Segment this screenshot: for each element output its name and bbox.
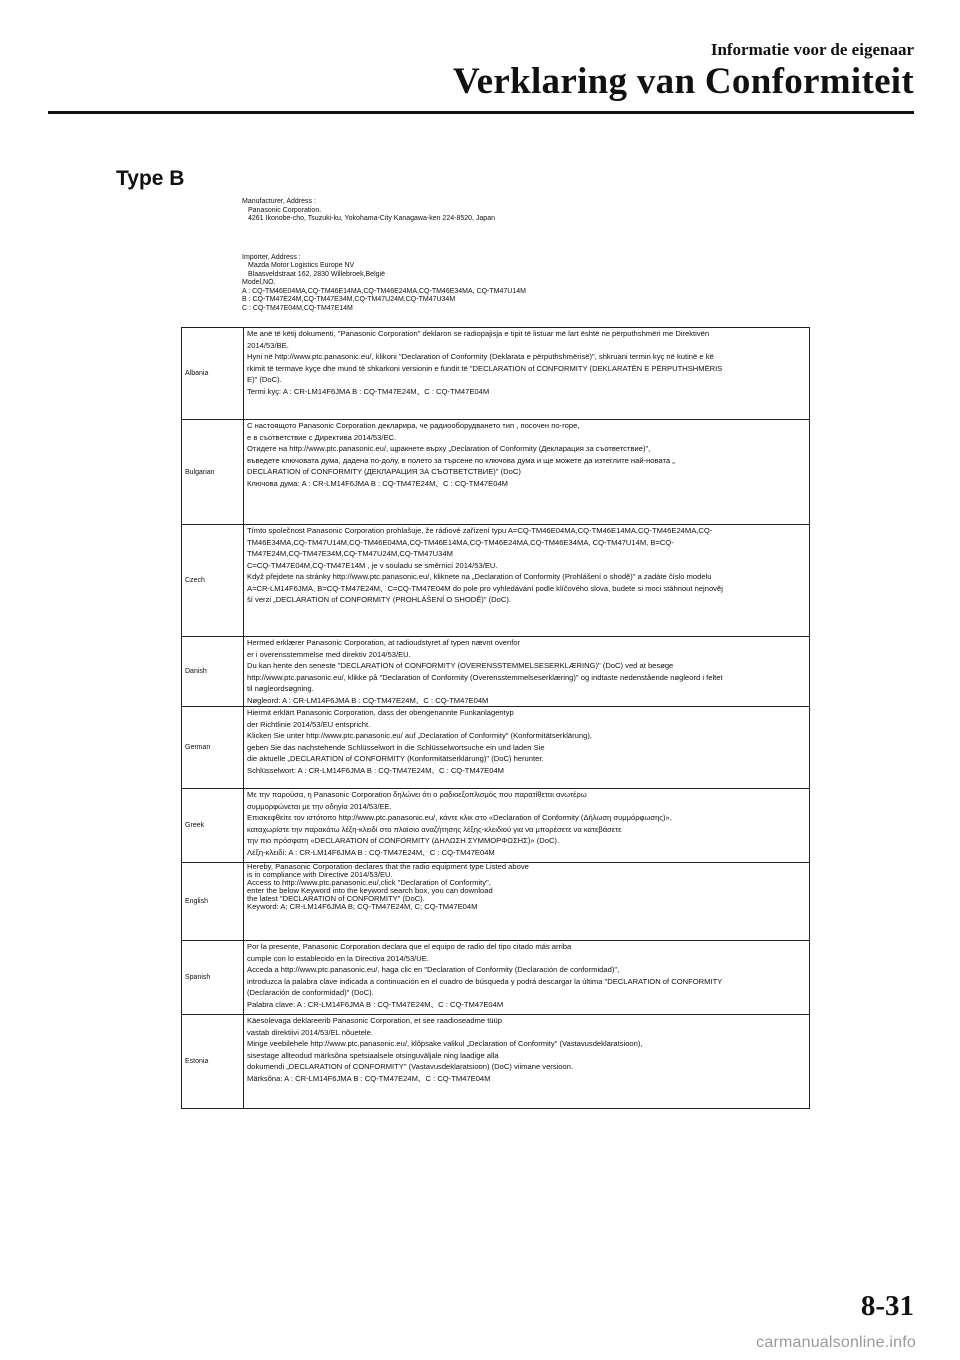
- declaration-table: [181, 327, 810, 1109]
- declaration-line: Käesolevaga deklareerib Panasonic Corporation, et see raadioseadme tüüp: [247, 1016, 502, 1025]
- declaration-text-cell: [244, 420, 810, 525]
- declaration-line: Hiermit erklärt Panasonic Corporation, dass der obengenannte Funkanlagentyp: [247, 708, 514, 717]
- declaration-line: е в съответствие с Директива 2014/53/ЕС.: [247, 432, 397, 442]
- table-row: [182, 525, 810, 637]
- declaration-line: http://www.ptc.panasonic.eu/, klikke på "Declaration of Conformity (Overensstemmelseserklæring)" og indtaste nedenstående nøgleord i feltet: [247, 672, 723, 682]
- language-cell: Bulgarian: [182, 420, 244, 525]
- declaration-line: Termi kyç: A : CR-LM14F6JMA B : CQ-TM47E24M、C : CQ-TM47E04M: [247, 386, 490, 396]
- header-divider: [48, 111, 914, 114]
- model-label: Model,NO.: [242, 279, 276, 286]
- manufacturer-label: Manufacturer, Address :: [242, 198, 316, 205]
- declaration-line: Access to http://www.ptc.panasonic.eu/,click "Declaration of Conformity",: [247, 879, 491, 887]
- declaration-line: την πιο πρόσφατη «DECLARATION of CONFORMITY (ΔΗΛΩΣΗ ΣΥΜΜΟΡΦΩΣΗΣ)» (DoC).: [247, 836, 560, 845]
- declaration-line: Me anë të këtij dokumenti, "Panasonic Corporation" deklaron se radiopajisja e tipit të listuar më lart është ne përputhshmëri me Direktivën: [247, 329, 710, 338]
- language-cell: Spanish: [182, 941, 244, 1015]
- declaration-line: introduzca la palabra clave indicada a continuación en el cuadro de búsqueda y podrá descargar la última "DECLARATION of CONFORMITY: [247, 976, 723, 986]
- declaration-line: sisestage allteodud märksõna spetsiaalsele otsinguväljale ning laadige alla: [247, 1050, 499, 1060]
- declaration-line: Acceda a http://www.ptc.panasonic.eu/, haga clic en "Declaration of Conformity (Declaración de conformidad)",: [247, 965, 620, 974]
- table-row: [182, 1015, 810, 1109]
- declaration-line: E)" (DoC).: [247, 375, 282, 384]
- language-cell: Danish: [182, 637, 244, 707]
- declaration-line: rkimit të termave kyçe dhe mund të shkarkoni versionin e fundit të "DECLARATION of CONFORMITY (DEKLARATËN E PËRPUTHSHMËRIS: [247, 363, 723, 373]
- declaration-line: въведете ключовата дума, дадена по-долу, в полето за търсене по ключова дума и ще можете да изтеглите най-новата „: [247, 455, 675, 465]
- declaration-text-cell: [244, 707, 810, 789]
- declaration-text-cell: [244, 328, 810, 420]
- declaration-line: cumple con lo establecido en la Directiva 2014/53/UE.: [247, 953, 429, 963]
- table-row: [182, 941, 810, 1015]
- table-row: [182, 863, 810, 941]
- declaration-line: enter the below Keyword into the keyword search box, you can download: [247, 887, 493, 895]
- declaration-text-cell: [244, 941, 810, 1015]
- declaration-text-cell: [244, 789, 810, 863]
- importer-address: Blaasveldstraat 162, 2830 Willebroek,België: [248, 270, 385, 278]
- declaration-line: Por la presente, Panasonic Corporation declara que el equipo de radio del tipo citado más arriba: [247, 942, 572, 951]
- declaration-line: Με την παρούσα, η Panasonic Corporation δηλώνει ότι ο ραδιοεξοπλισμός που παρατίθεται ανωτέρω: [247, 790, 587, 799]
- declaration-line: Hermed erklærer Panasonic Corporation, at radioudstyret af typen nævnt ovenfor: [247, 638, 521, 647]
- watermark: carmanualsonline.info: [756, 1334, 916, 1351]
- declaration-line: συμμορφώνεται με την οδηγία 2014/53/ΕΕ.: [247, 801, 392, 811]
- declaration-line: Minge veebilehele http://www.ptc.panasonic.eu/, klõpsake valikul „Declaration of Conformity" (Vastavusdeklaratsioon),: [247, 1039, 643, 1048]
- page-number: 8-31: [860, 1290, 914, 1322]
- table-row: [182, 420, 810, 525]
- declaration-line: καταχωρίστε την παρακάτω λέξη-κλειδί στο πλαίσιο αναζήτησης λέξης-κλειδιού για να μπορέσετε να κατεβάσετε: [247, 824, 622, 834]
- language-cell: Greek: [182, 789, 244, 863]
- importer-label: Importer, Address :: [242, 253, 301, 261]
- declaration-line: Отидете на http://www.ptc.panasonic.eu/, щракнете върху „Declaration of Conformity (Декларация за съответствие)",: [247, 444, 651, 453]
- model-a: A : CQ-TM46E04MA,CQ-TM46E14MA,CQ-TM46E24MA,CQ-TM46E34MA, CQ-TM47U14M: [242, 287, 526, 295]
- declaration-line: Nøgleord: A : CR-LM14F6JMA B : CQ-TM47E24M、C : CQ-TM47E04M: [247, 695, 489, 705]
- declaration-text-cell: [244, 525, 810, 637]
- declaration-line: Λέξη-κλειδί: A : CR-LM14F6JMA B : CQ-TM47E24M、C : CQ-TM47E04M: [247, 847, 495, 857]
- declaration-line: TM47E24M,CQ-TM47E34M,CQ-TM47U24M,CQ-TM47U34M: [247, 549, 453, 558]
- language-cell: Estonia: [182, 1015, 244, 1109]
- declaration-line: geben Sie das nachstehende Schlüsselwort in die Schlüsselwortsuche ein und laden Sie: [247, 742, 545, 752]
- declaration-line: dokumendi „DECLARATION of CONFORMITY" (Vastavusdeklaratsioon) (DoC) viimane versioon.: [247, 1062, 574, 1071]
- table-row: [182, 789, 810, 863]
- manufacturer-address: 4261 Ikonobe-cho, Tsuzuki-ku, Yokohama-City Kanagawa-ken 224-8520, Japan: [248, 215, 495, 222]
- declaration-line: Když přejdete na stránky http://www.ptc.panasonic.eu/, kliknete na „Declaration of Conformity (Prohlášení o shodě)" a zadáte číslo modelu: [247, 572, 712, 581]
- header-subtitle: Informatie voor de eigenaar: [710, 40, 914, 59]
- declaration-line: is in compliance with Directive 2014/53/EU.: [247, 871, 393, 879]
- declaration-line: Palabra clave: A : CR-LM14F6JMA B : CQ-TM47E24M、C : CQ-TM47E04M: [247, 999, 504, 1009]
- declaration-line: die aktuelle „DECLARATION of CONFORMITY (Konformitätserklärung)" (DoC) herunter.: [247, 754, 544, 763]
- section-title: Type B: [116, 167, 185, 190]
- declaration-line: Hereby, Panasonic Corporation declares that the radio equipment type Listed above: [247, 863, 529, 871]
- table-row: [182, 707, 810, 789]
- declaration-line: er i overensstemmelse med direktiv 2014/53/EU.: [247, 649, 411, 659]
- declaration-line: 2014/53/BE.: [247, 340, 289, 350]
- declaration-line: Tímto společnost Panasonic Corporation prohlašuje, že rádiové zařízení typu A=CQ-TM46E04MA,CQ-TM46E14MA,CQ-TM46E24MA,CQ-: [247, 526, 713, 535]
- declaration-line: ší verzi „DECLARATION of CONFORMITY (PROHLÁŠENÍ O SHODĚ)" (DoC).: [247, 595, 512, 604]
- declaration-line: Keyword: A; CR-LM14F6JMA B; CQ-TM47E24M, C; CQ-TM47E04M: [247, 903, 478, 911]
- table-row: [182, 637, 810, 707]
- language-cell: German: [182, 707, 244, 789]
- declaration-line: Hyni në http://www.ptc.panasonic.eu/, klikoni "Declaration of Conformity (Deklarata e përputhshmërisë)", shkruani termin kyç në kutinë e kë: [247, 352, 714, 361]
- declaration-line: С настоящото Panasonic Corporation декларира, че радиооборудването тип , посочен по-горе,: [247, 421, 580, 430]
- declaration-line: Du kan hente den seneste "DECLARATION of CONFORMITY (OVERENSSTEMMELSESERKLÆRING)" (DoC) ved at besøge: [247, 661, 674, 670]
- importer-name: Mazda Motor Logistics Europe NV: [248, 262, 355, 269]
- model-c: C : CQ-TM47E04M,CQ-TM47E14M: [242, 304, 353, 312]
- declaration-line: Επισκεφθείτε τον ιστότοπο http://www.ptc.panasonic.eu/, κάντε κλικ στο «Declaration of Conformity (Δήλωση συμμόρφωσης)»,: [247, 813, 672, 822]
- declaration-line: C=CQ-TM47E04M,CQ-TM47E14M , je v souladu se směrnicí 2014/53/EU.: [247, 560, 498, 570]
- language-cell: Czech: [182, 525, 244, 637]
- declaration-line: (Declaración de conformidad)" (DoC).: [247, 988, 374, 997]
- manufacturer-info-block: [242, 198, 802, 313]
- declaration-text-cell: [244, 1015, 810, 1109]
- declaration-line: the latest "DECLARATION of CONFORMITY" (DoC).: [247, 895, 425, 903]
- declaration-line: Ключова дума: A : CR-LM14F6JMA B : CQ-TM47E24M、C : CQ-TM47E04M: [247, 478, 508, 488]
- declaration-line: Schlüsselwort: A : CR-LM14F6JMA B : CQ-TM47E24M、C : CQ-TM47E04M: [247, 765, 504, 775]
- declaration-text-cell: [244, 863, 810, 941]
- declaration-line: A=CR-LM14F6JMA, B=CQ-TM47E24M、C=CQ-TM47E04M do pole pro vyhledávání podle klíčového slova, budete si moci stáhnout nejnověj: [247, 583, 723, 593]
- declaration-line: Märksõna: A : CR-LM14F6JMA B : CQ-TM47E24M、C : CQ-TM47E04M: [247, 1073, 491, 1083]
- declaration-line: DECLARATION of CONFORMITY (ДЕКЛАРАЦИЯ ЗА СЪОТВЕТСТВИЕ)" (DoC): [247, 467, 521, 476]
- language-cell: Albania: [182, 328, 244, 420]
- declaration-line: til nøgleordsøgning.: [247, 684, 314, 693]
- declaration-line: Klicken Sie unter http://www.ptc.panasonic.eu/ auf „Declaration of Conformity" (Konformitätserklärung),: [247, 731, 592, 740]
- declaration-line: der Richtlinie 2014/53/EU entspricht.: [247, 719, 371, 729]
- declaration-text-cell: [244, 637, 810, 707]
- declaration-line: vastab direktiivi 2014/53/EL nõuetele.: [247, 1027, 373, 1037]
- model-b: B : CQ-TM47E24M,CQ-TM47E34M,CQ-TM47U24M,CQ-TM47U34M: [242, 296, 456, 303]
- table-row: [182, 328, 810, 420]
- language-cell: English: [182, 863, 244, 941]
- declaration-line: TM46E34MA,CQ-TM47U14M,CQ-TM46E04MA,CQ-TM46E14MA,CQ-TM46E24MA,CQ-TM46E34MA, CQ-TM47U14M, B=CQ-: [247, 537, 674, 547]
- manufacturer-name: Panasonic Corporation.: [248, 206, 322, 214]
- page-title: Verklaring van Conformiteit: [453, 61, 914, 102]
